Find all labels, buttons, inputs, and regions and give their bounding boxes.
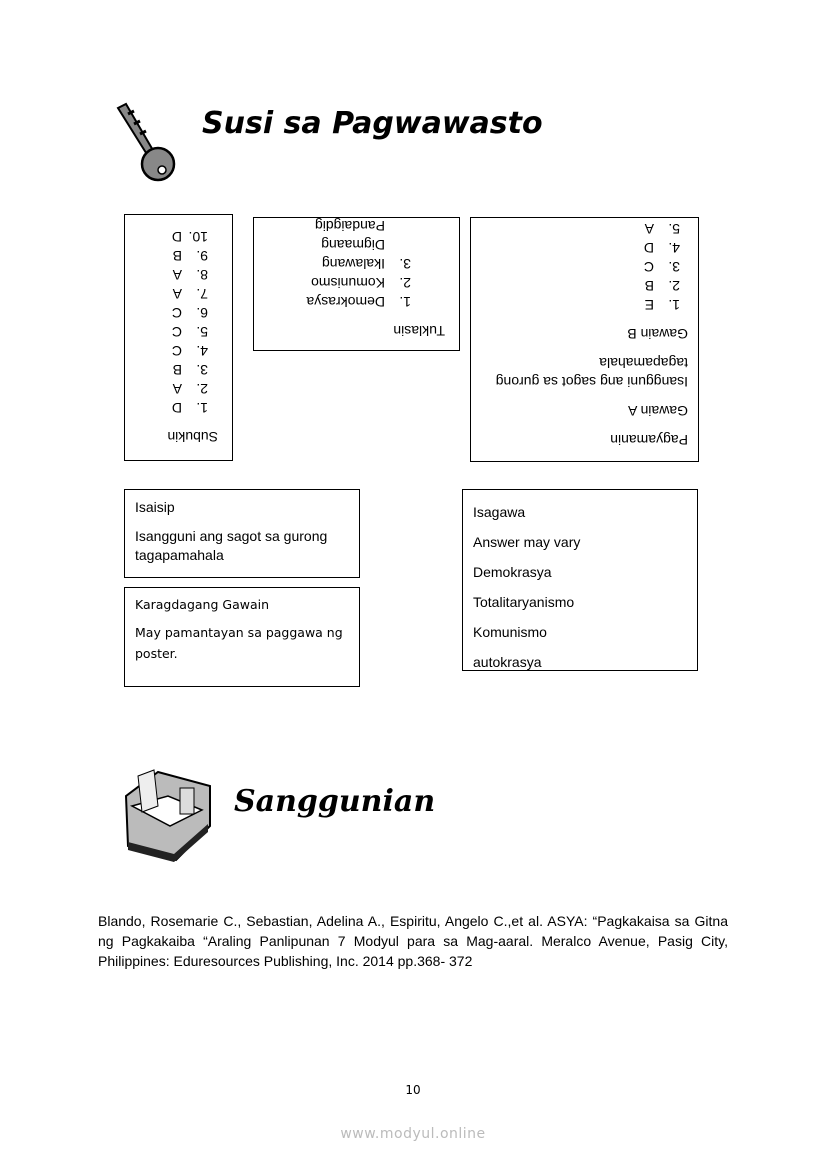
gawain-b-answers xyxy=(481,219,688,314)
gawain-b-heading: Gawain B xyxy=(627,326,688,342)
isaisip-text: Isangguni ang sagot sa gurong tagapamahala xyxy=(135,528,328,563)
item-answer: C xyxy=(171,324,182,340)
answer-item xyxy=(135,341,208,360)
answer-item xyxy=(266,216,411,235)
gawain-a-heading: Gawain A xyxy=(628,403,688,419)
sanggunian-title: Sanggunian xyxy=(234,784,436,819)
isaisip-heading: Isaisip xyxy=(135,499,175,515)
isagawa-heading: Isagawa xyxy=(473,504,526,520)
item-answer: B xyxy=(172,362,182,378)
tuklasin-heading: Tuklasin xyxy=(393,323,445,339)
answer-item xyxy=(481,219,680,238)
item-answer: Pandaigdig xyxy=(314,218,385,234)
item-number: 1. xyxy=(196,400,208,416)
key-icon xyxy=(112,100,182,188)
item-number: 6. xyxy=(196,305,208,321)
answer-item xyxy=(135,284,208,303)
item-answer: D xyxy=(171,229,182,245)
isaisip-box xyxy=(124,489,360,578)
page-title: Susi sa Pagwawasto xyxy=(202,106,543,141)
item-answer: D xyxy=(171,400,182,416)
tuklasin-answers xyxy=(266,216,445,311)
item-number: 5. xyxy=(668,221,680,237)
item-number: 4. xyxy=(668,240,680,256)
item-number: 5. xyxy=(196,324,208,340)
item-number: 3. xyxy=(196,362,208,378)
item-answer: Demokrasya xyxy=(306,294,385,310)
item-answer: Ikalawang xyxy=(321,256,385,272)
item-number: 3. xyxy=(668,259,680,275)
answer-item xyxy=(135,265,208,284)
book-icon xyxy=(118,766,218,866)
page-number: 10 xyxy=(405,1083,421,1097)
item-answer: D xyxy=(643,240,654,256)
item-answer: C xyxy=(171,343,182,359)
subukin-heading: Subukin xyxy=(167,429,218,445)
answer-item xyxy=(135,246,208,265)
answer-item xyxy=(481,295,680,314)
item-answer: Komunismo xyxy=(311,275,385,291)
karagdagan-heading: Karagdagang Gawain xyxy=(135,597,270,612)
item-answer: A xyxy=(172,286,182,302)
isagawa-item: autokrasya xyxy=(473,654,542,670)
item-number: 2. xyxy=(668,278,680,294)
watermark: www.modyul.online xyxy=(340,1126,486,1142)
answer-item xyxy=(135,303,208,322)
isagawa-item: Answer may vary xyxy=(473,534,581,550)
item-answer: E xyxy=(644,297,654,313)
answer-item xyxy=(481,238,680,257)
item-number: 2. xyxy=(399,275,411,291)
answer-item xyxy=(135,227,208,246)
item-number: 8. xyxy=(196,267,208,283)
answer-item xyxy=(135,360,208,379)
item-number: 1. xyxy=(399,294,411,310)
pagyamanin-box xyxy=(470,217,699,462)
item-number: 4. xyxy=(196,343,208,359)
pagyamanin-heading: Pagyamanin xyxy=(610,432,688,448)
reference-text: Blando, Rosemarie C., Sebastian, Adelina A., Espiritu, Angelo C.,et al. ASYA: “Pagkakaisa sa Gitna ng Pagkakaiba “Araling Panlipunan 7 Modyul para sa Mag-aaral. Meralco Avenue, Pasig City, Philippines: Eduresources Publishing, Inc. 2014 pp.368- 372 xyxy=(98,913,728,969)
isagawa-item: Demokrasya xyxy=(473,564,552,580)
answer-item xyxy=(266,235,411,254)
isagawa-answers xyxy=(473,527,687,677)
item-number: 2. xyxy=(196,381,208,397)
answer-item xyxy=(481,276,680,295)
answer-item xyxy=(135,379,208,398)
tuklasin-box xyxy=(253,217,460,351)
isagawa-box xyxy=(462,489,698,671)
karagdagan-box xyxy=(124,587,360,687)
item-answer: A xyxy=(172,267,182,283)
item-answer: C xyxy=(171,305,182,321)
item-number: 7. xyxy=(196,286,208,302)
item-answer: B xyxy=(172,248,182,264)
item-answer: A xyxy=(172,381,182,397)
item-number: 9. xyxy=(196,248,208,264)
karagdagan-text: May pamantayan sa paggawa ng poster. xyxy=(135,625,343,661)
subukin-box xyxy=(124,214,233,461)
item-number: 3. xyxy=(399,256,411,272)
isagawa-item: Totalitaryanismo xyxy=(473,594,575,610)
item-answer: A xyxy=(644,221,654,237)
answer-item xyxy=(135,398,208,417)
subukin-answers xyxy=(135,227,218,417)
gawain-a-text: Isangguni ang sagot sa gurong tagapamahala xyxy=(495,355,688,390)
answer-item xyxy=(266,273,411,292)
item-answer: C xyxy=(643,259,654,275)
answer-item xyxy=(481,257,680,276)
answer-item xyxy=(266,292,411,311)
item-number: 10. xyxy=(188,229,208,245)
isagawa-item: Komunismo xyxy=(473,624,547,640)
item-answer: B xyxy=(644,278,654,294)
answer-item xyxy=(135,322,208,341)
item-number: 1. xyxy=(668,297,680,313)
item-answer: Digmaang xyxy=(321,237,385,253)
answer-item xyxy=(266,254,411,273)
